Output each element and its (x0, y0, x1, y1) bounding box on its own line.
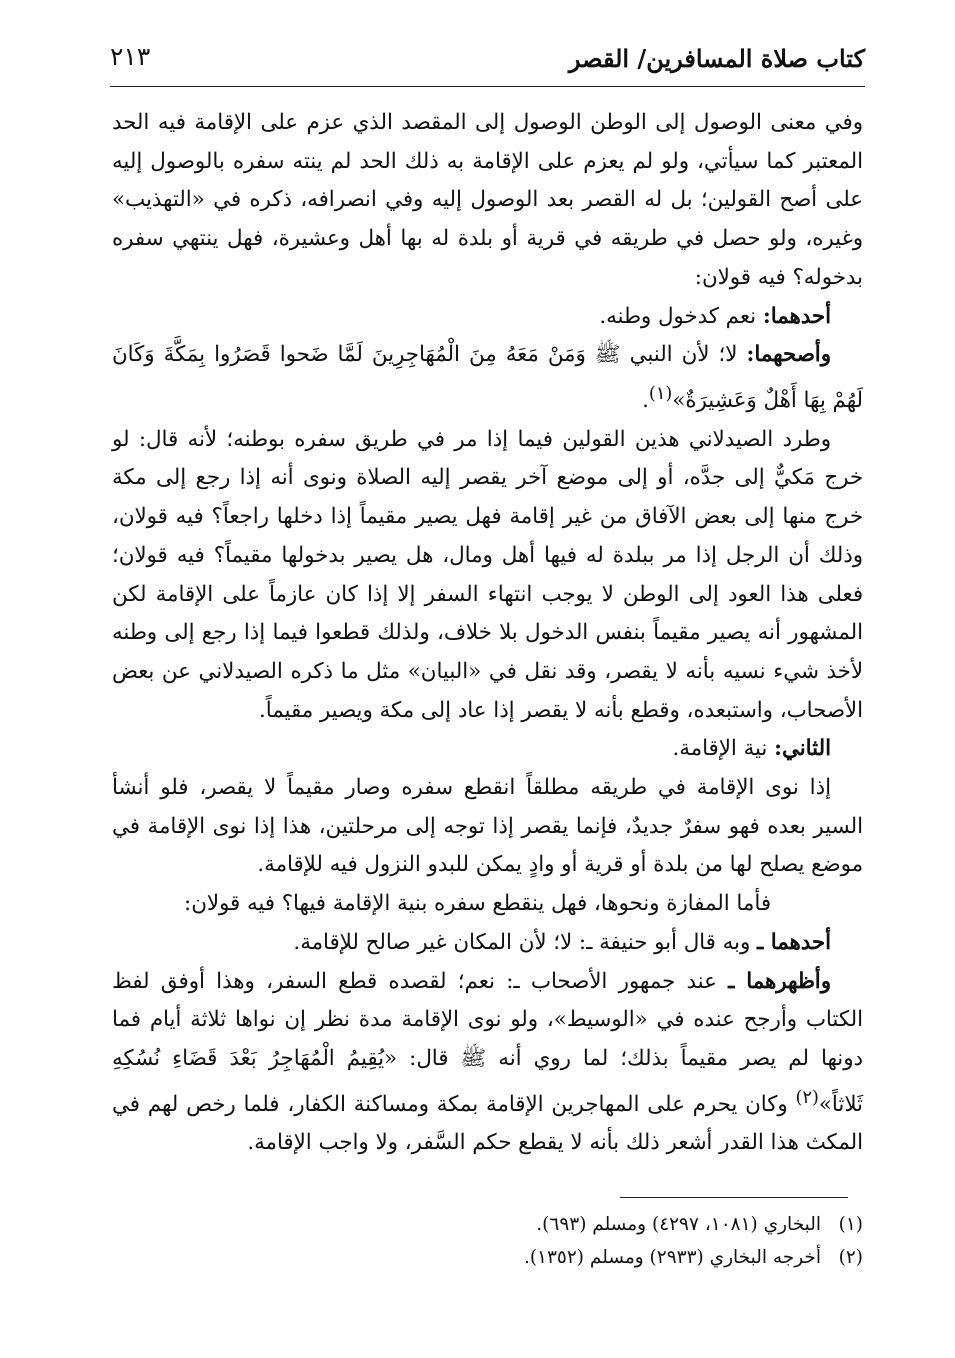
footnote-number: (١) (838, 1214, 863, 1235)
page-header (110, 38, 865, 87)
paragraph-8-text: وبه قال أبو حنيفة ـ: لا؛ لأن المكان غير صالح للإقامة. (293, 929, 751, 955)
footnote-ref-2: (٢) (795, 1087, 819, 1108)
prevailing-opinion-label: وأظهرهما ـ (728, 968, 832, 994)
footnote-text: البخاري (١٠٨١، ٤٢٩٧) ومسلم (٦٩٣). (536, 1214, 821, 1235)
footnote-1 (112, 1208, 863, 1241)
paragraph-6: إذا نوى الإقامة في طريقه مطلقاً انقطع سفره وصار مقيماً لا يقصر، فلو أنشأ السير بعده فهو سفرٌ جديدٌ، فإنما يقصر إذا توجه إلى مرحلتين، هذا إذا نوى الإقامة في موضع يصلح لها من بلدة أو قرية أو وادٍ يمكن للبدو النزول فيه للإقامة. (112, 775, 863, 878)
paragraph-4: وطرد الصيدلاني هذين القولين فيما إذا مر في طريق سفره بوطنه؛ لأنه قال: لو خرج مَكيٌّ إلى جدَّه، أو إلى موضع آخر يقصر إليه الصلاة ونوى أنه إذا رجع إلى مكة خرج منها إلى بعض الآفاق من غير إقامة فهل يصير مقيماً إذا دخلها راجعاً؟ فيه قولان، وذلك أن الرجل إذا مر ببلدة له فيها أهل ومال، هل يصير بدخولها مقيماً؟ فيه قولان؛ فعلى هذا العود إلى الوطن لا يوجب انتهاء السفر إلا إذا كان عازماً على الإقامة لكن المشهور أنه يصير مقيماً بنفس الدخول بلا خلاف، ولذلك قطعوا فيما إذا رجع إلى وطنه لأخذ شيء نسيه بأنه لا يقصر، وقد نقل في «البيان» مثل ما ذكره الصيدلاني عن بعض الأصحاب، واستبعده، وقطع بأنه لا يقصر إذا عاد إلى مكة ويصير مقيماً. (112, 426, 863, 723)
second-condition-label: الثاني: (774, 736, 831, 762)
paragraph-7: فأما المفازة ونحوها، فهل ينقطع سفره بنية الإقامة فيها؟ فيه قولان: (184, 891, 771, 917)
page-number: ٢١٣ (110, 42, 151, 71)
paragraph-3-end: . (642, 388, 649, 414)
paragraph-2 (112, 298, 863, 337)
paragraph-3 (112, 336, 863, 421)
footnote-number: (٢) (838, 1247, 863, 1268)
running-title: كتاب صلاة المسافرين/ القصر (568, 44, 865, 73)
footnotes (112, 1208, 863, 1274)
footnote-2 (112, 1241, 863, 1274)
first-opinion-label-2: أحدهما ـ (757, 929, 831, 955)
first-opinion-label: أحدهما: (762, 303, 831, 329)
paragraph-5 (112, 730, 863, 769)
sounder-opinion-label: وأصحهما: (746, 342, 831, 368)
main-text (112, 104, 863, 1163)
paragraph-8 (112, 924, 863, 963)
footnote-text: أخرجه البخاري (٢٩٣٣) ومسلم (١٣٥٢). (523, 1247, 821, 1268)
paragraph-2-text: نعم كدخول وطنه. (599, 303, 757, 329)
paragraph-9 (112, 963, 863, 1164)
paragraph-1: وفي معنى الوصول إلى الوطن الوصول إلى المقصد الذي عزم على الإقامة فيه الحد المعتبر كما سيأتي، ولو لم يعزم على الإقامة به ذلك الحد لم ينته سفره بالوصول إليه على أصح القولين؛ بل له القصر بعد الوصول إليه وفي انصرافه، ذكره في «التهذيب» وغيره، ولو حصل في طريقه في قرية أو بلدة له بها أهل وعشيرة، فهل ينتهي سفره بدخوله؟ فيه قولان: (112, 110, 863, 290)
paragraph-9-text: عند جمهور الأصحاب ـ: نعم؛ لقصده قطع السفر، وهذا أوفق لفظ الكتاب وأرجح عنده في «الوسيط»، ولو نوى الإقامة مدة نظر إن نواها ثلاثة أيام فما دونها لم يصر مقيماً بذلك؛ لما روي أنه ﷺ قال: «يُقِيمُ الْمُهَاجِرُ بَعْدَ قَضَاءِ نُسُكِهِ ثَلاثاً» (112, 968, 863, 1117)
footnote-divider (620, 1197, 848, 1198)
footnote-ref-1: (١) (648, 383, 673, 404)
paragraph-5-text: نية الإقامة. (672, 736, 768, 762)
paragraph-3-text: لا؛ لأن النبي ﷺ وَمَنْ مَعَهُ مِنَ الْمُهَاجِرِينَ لَمَّا ضَحوا قَصَرُوا بِمَكَّةَ وَكَانَ لَهُمْ بِهَا أَهْلٌ وَعَشِيرَةٌ» (112, 342, 863, 414)
paragraph-9-text-continued: وكان يحرم على المهاجرين الإقامة بمكة ومساكنة الكفار، فلما رخص لهم في المكث هذا القدر أشعر ذلك بأنه لا يقطع حكم السَّفر، ولا واجب الإقامة. (112, 1091, 863, 1156)
